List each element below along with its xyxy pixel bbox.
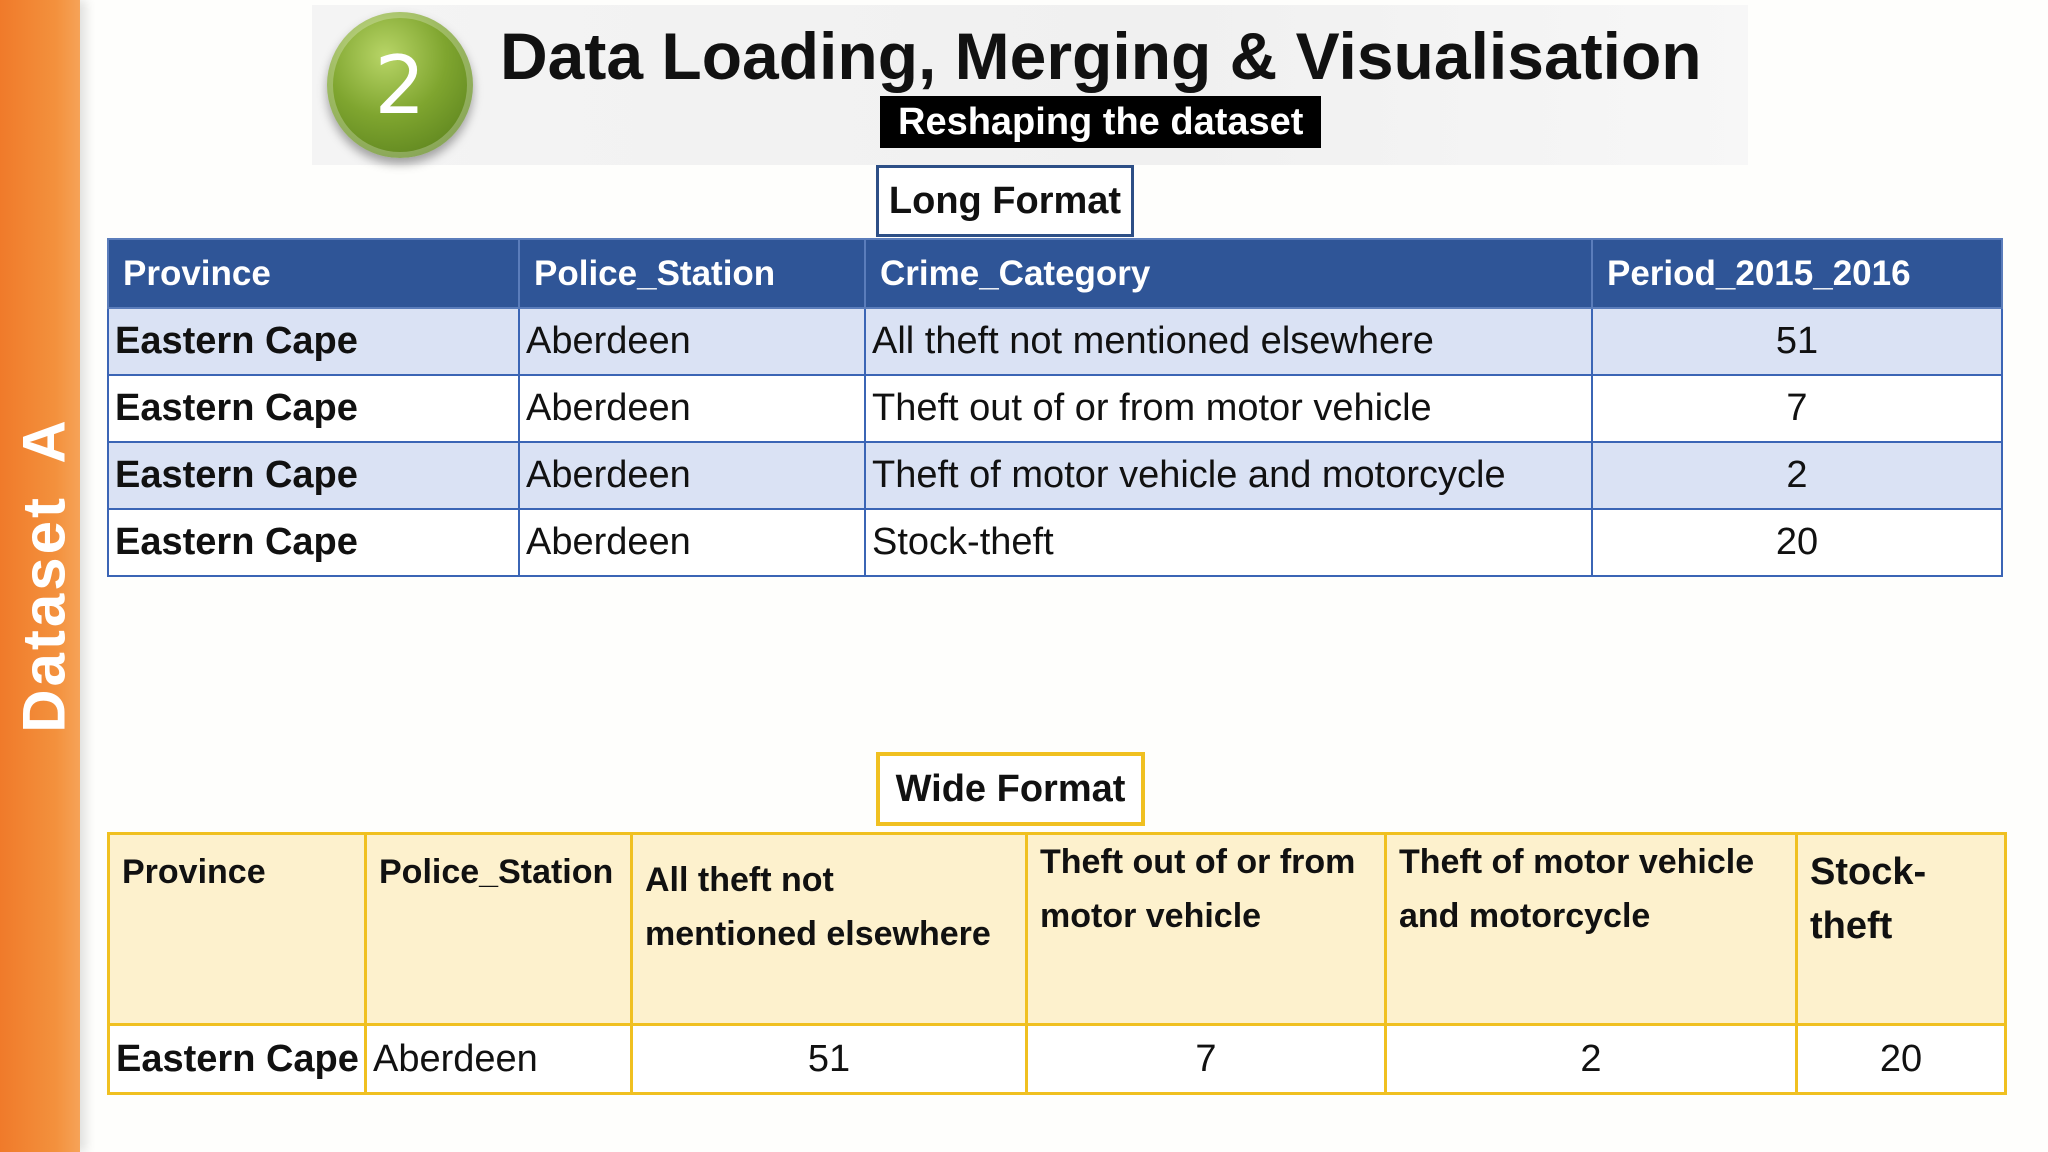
crime-category-cell: Theft out of or from motor vehicle: [865, 375, 1592, 442]
police-station-cell: Aberdeen: [519, 308, 865, 375]
value-cell: 7: [1027, 1025, 1386, 1094]
long-format-table: [107, 238, 2003, 577]
crime-category-cell: Stock-theft: [865, 509, 1592, 576]
column-header: Period_2015_2016: [1592, 239, 2002, 308]
police-station-cell: Aberdeen: [366, 1025, 632, 1094]
period-value-cell: 7: [1592, 375, 2002, 442]
wide-format-label: Wide Format: [876, 752, 1145, 826]
period-value-cell: 20: [1592, 509, 2002, 576]
province-cell: Eastern Cape: [108, 308, 519, 375]
table-header-row: [108, 239, 2002, 308]
period-value-cell: 51: [1592, 308, 2002, 375]
table-row: [108, 308, 2002, 375]
long-format-label: Long Format: [876, 165, 1134, 237]
province-cell: Eastern Cape: [109, 1025, 366, 1094]
column-header: Theft out of or from motor vehicle: [1027, 834, 1386, 1025]
table-header-row: [109, 834, 2006, 1025]
crime-category-cell: All theft not mentioned elsewhere: [865, 308, 1592, 375]
side-bar: [0, 0, 80, 1152]
column-header: Stock-theft: [1797, 834, 2006, 1025]
value-cell: 51: [632, 1025, 1027, 1094]
police-station-cell: Aberdeen: [519, 375, 865, 442]
column-header: Police_Station: [366, 834, 632, 1025]
column-header: Province: [109, 834, 366, 1025]
table-row: [108, 442, 2002, 509]
province-cell: Eastern Cape: [108, 375, 519, 442]
step-number: 2: [374, 38, 426, 132]
value-cell: 2: [1386, 1025, 1797, 1094]
province-cell: Eastern Cape: [108, 509, 519, 576]
column-header: All theft not mentioned elsewhere: [632, 834, 1027, 1025]
column-header: Crime_Category: [865, 239, 1592, 308]
table-row: [108, 375, 2002, 442]
dataset-label: Dataset A: [10, 417, 78, 733]
step-badge: [327, 12, 473, 158]
table-row: [109, 1025, 2006, 1094]
crime-category-cell: Theft of motor vehicle and motorcycle: [865, 442, 1592, 509]
page-subtitle: Reshaping the dataset: [880, 96, 1321, 148]
column-header: Province: [108, 239, 519, 308]
table-row: [108, 509, 2002, 576]
value-cell: 20: [1797, 1025, 2006, 1094]
wide-format-table: [107, 832, 2007, 1095]
column-header: Theft of motor vehicle and motorcycle: [1386, 834, 1797, 1025]
police-station-cell: Aberdeen: [519, 509, 865, 576]
page-title: Data Loading, Merging & Visualisation: [500, 19, 1702, 93]
province-cell: Eastern Cape: [108, 442, 519, 509]
police-station-cell: Aberdeen: [519, 442, 865, 509]
period-value-cell: 2: [1592, 442, 2002, 509]
column-header: Police_Station: [519, 239, 865, 308]
